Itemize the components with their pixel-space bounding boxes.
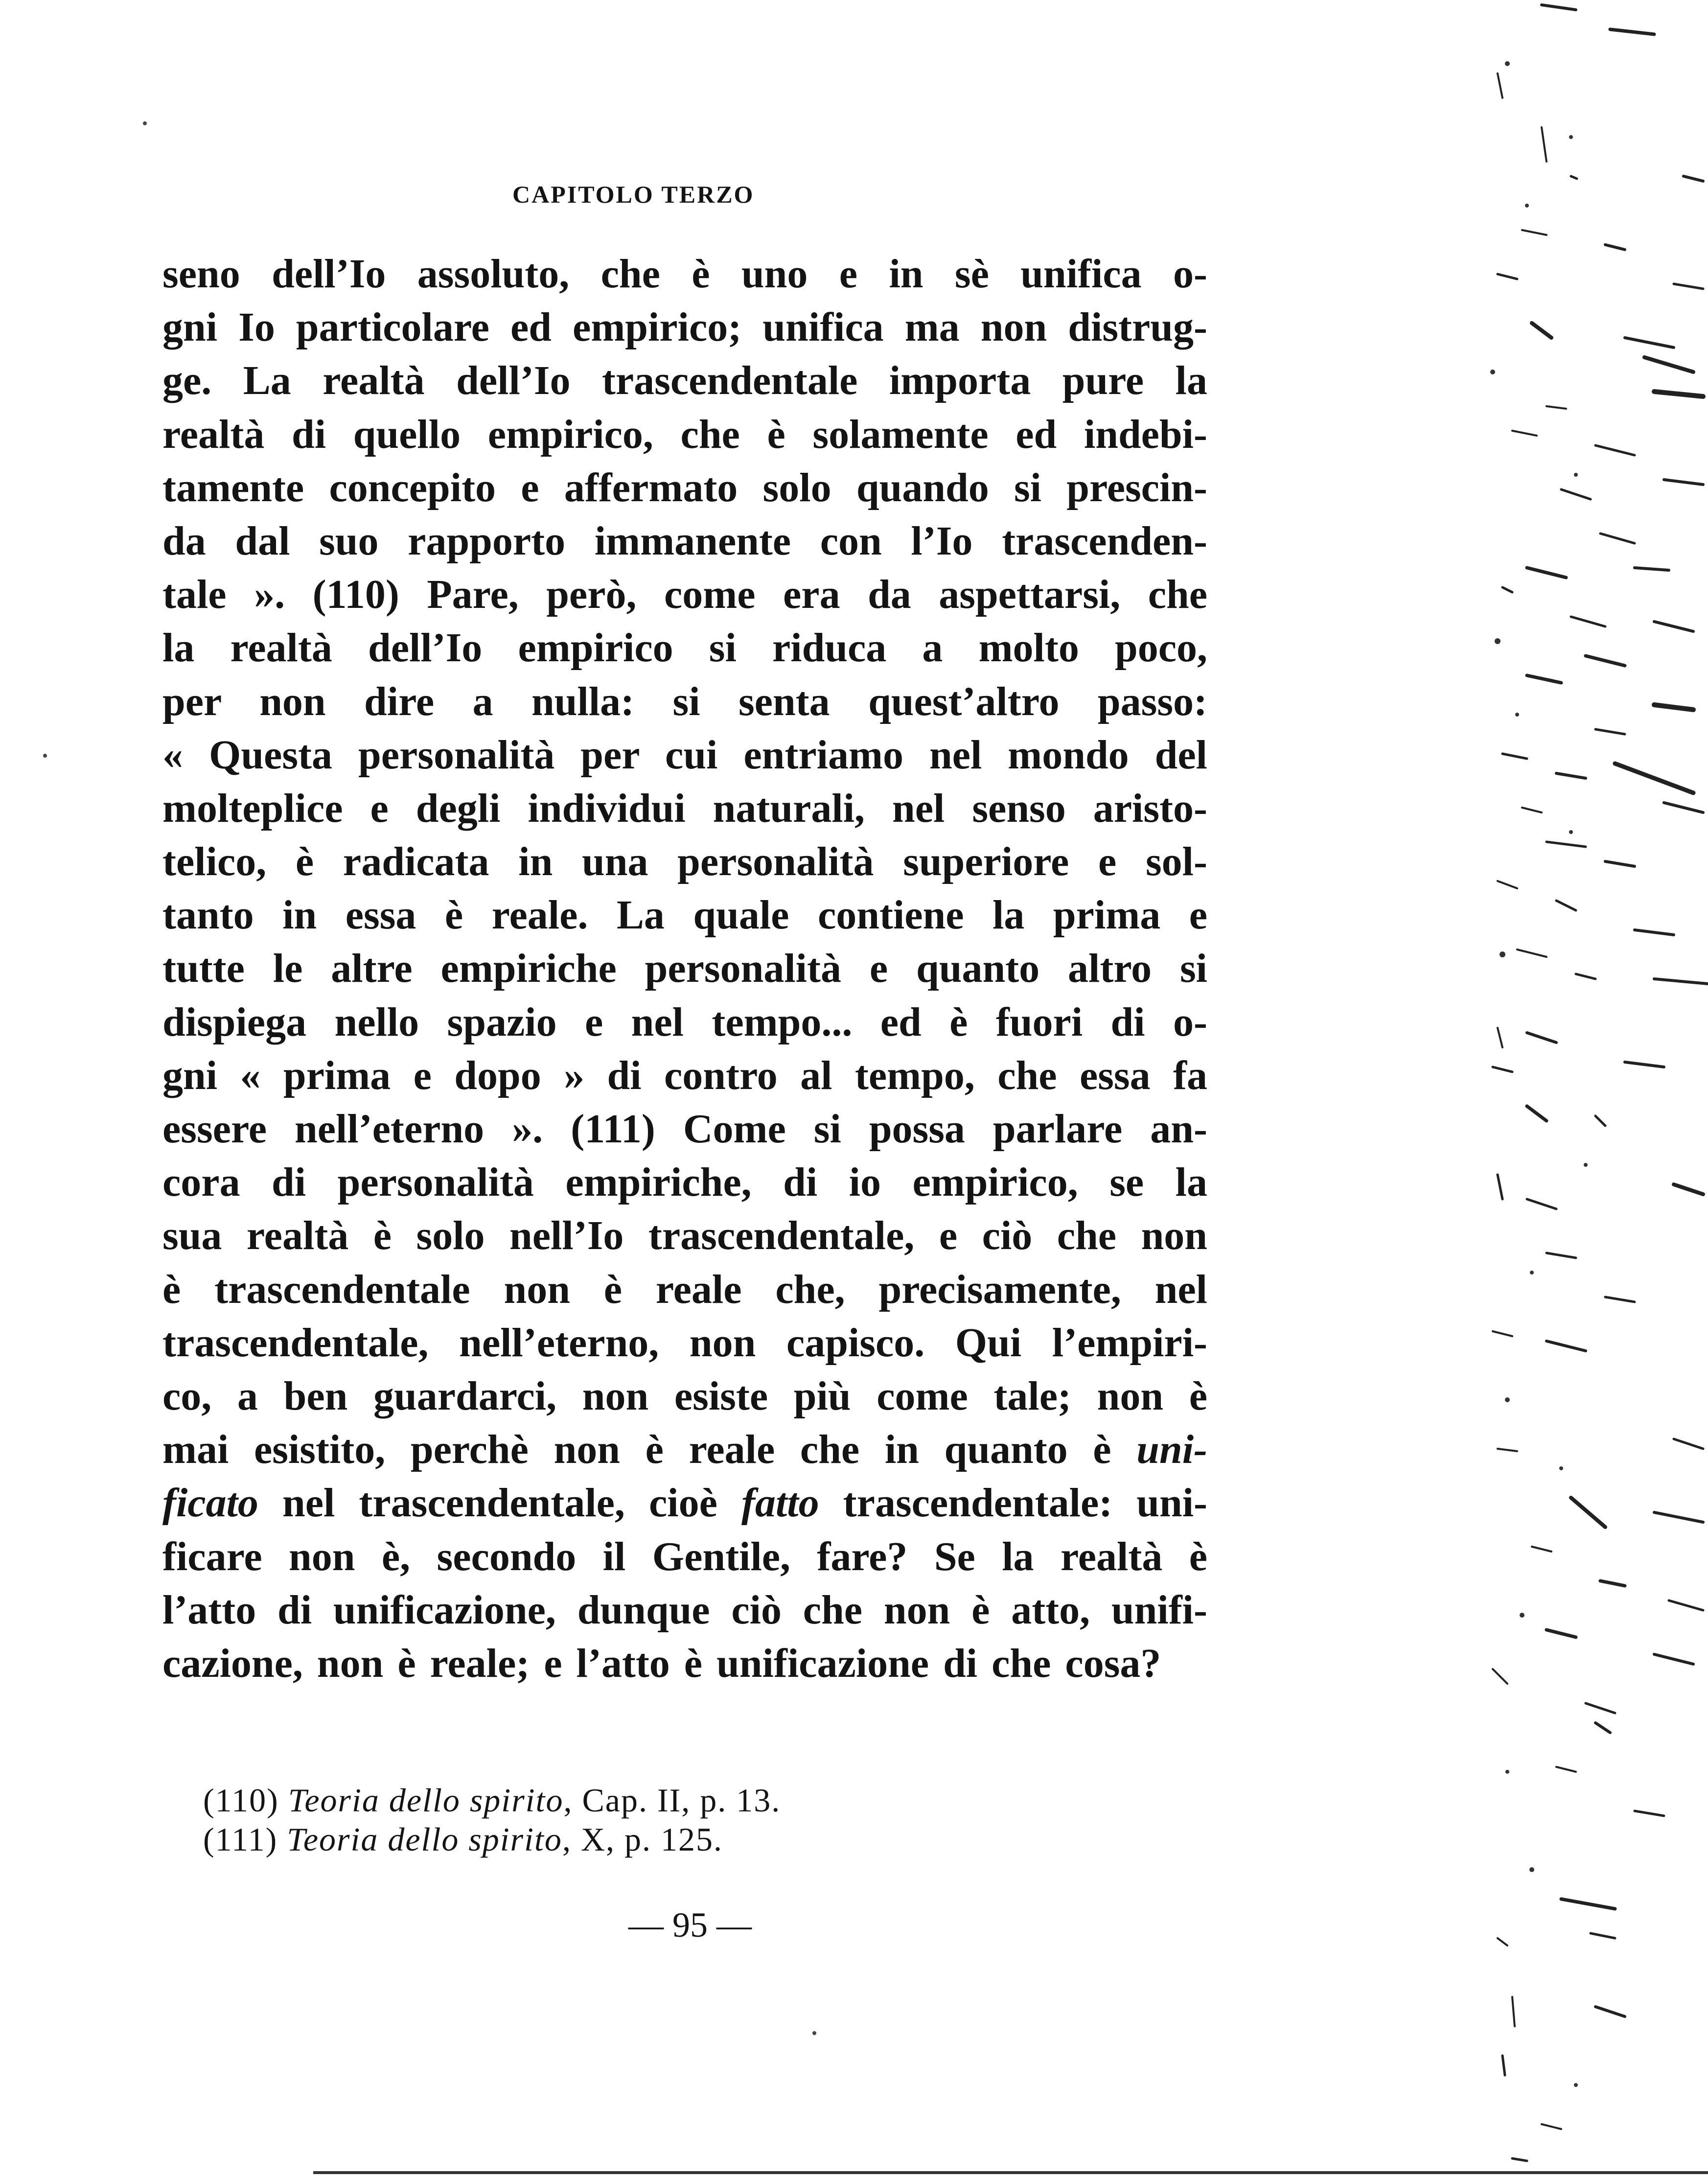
- text-line-22: co, a ben guardarci, non esiste più come tale; non è: [162, 1373, 1207, 1419]
- footnote-reference: , X, p. 125.: [562, 1821, 723, 1858]
- text-line-21: trascendentale, nell’eterno, non capisco. Qui l’empiri-: [162, 1320, 1207, 1366]
- footnote-title: Teoria dello spirito: [288, 1782, 564, 1819]
- text-line-3: ge. La realtà dell’Io trascendentale importa pure la: [162, 358, 1207, 404]
- scan-edge-noise: [1449, 0, 1708, 2178]
- footnote-number: (110): [203, 1782, 279, 1819]
- text-line-12: telico, è radicata in una personalità superiore e sol-: [162, 839, 1207, 885]
- footnote-number: (111): [203, 1821, 278, 1858]
- text-line-14: tutte le altre empiriche personalità e quanto altro si: [162, 946, 1207, 992]
- footnote: [203, 1820, 1035, 1859]
- scan-speck: [43, 754, 47, 758]
- running-head: CAPITOLO TERZO: [512, 181, 755, 208]
- text-line-24: [162, 1476, 1207, 1529]
- scan-speck: [812, 2031, 816, 2035]
- text-line-24-italic-1: ficato: [162, 1480, 258, 1526]
- text-line-15: dispiega nello spazio e nel tempo... ed è fuori di o-: [162, 999, 1207, 1045]
- text-line-18: cora di personalità empiriche, di io empirico, se la: [162, 1159, 1207, 1205]
- text-line-23-roman: mai esistito, perchè non è reale che in quanto è: [162, 1427, 1111, 1473]
- footnote-reference: , Cap. II, p. 13.: [563, 1782, 781, 1819]
- text-line-24-roman-1: nel trascendentale, cioè: [258, 1480, 741, 1526]
- scan-speck: [143, 121, 147, 125]
- text-line-24-roman-2: trascendentale: uni-: [819, 1480, 1208, 1526]
- text-line-27: cazione, non è reale; e l’atto è unificazione di che cosa?: [162, 1640, 1161, 1686]
- bottom-scan-edge: [313, 2171, 1708, 2174]
- text-line-6: da dal suo rapporto immanente con l’Io trascenden-: [162, 518, 1207, 564]
- text-line-16: gni « prima e dopo » di contro al tempo, che essa fa: [162, 1052, 1207, 1098]
- text-line-20: è trascendentale non è reale che, precisamente, nel: [162, 1266, 1207, 1312]
- text-line-7: tale ». (110) Pare, però, come era da aspettarsi, che: [162, 572, 1207, 618]
- text-line-9: per non dire a nulla: si senta quest’altro passo:: [162, 678, 1207, 724]
- text-line-2: gni Io particolare ed empirico; unifica ma non distrug-: [162, 304, 1207, 350]
- text-line-8: la realtà dell’Io empirico si riduca a molto poco,: [162, 625, 1207, 671]
- text-line-1: seno dell’Io assoluto, che è uno e in sè unifica o-: [162, 251, 1207, 297]
- footnote-title: Teoria dello spirito: [287, 1821, 562, 1858]
- text-line-4: realtà di quello empirico, che è solamente ed indebi-: [162, 411, 1207, 457]
- text-line-19: sua realtà è solo nell’Io trascendentale, e ciò che non: [162, 1213, 1207, 1259]
- text-line-23: [162, 1423, 1207, 1476]
- text-line-13: tanto in essa è reale. La quale contiene la prima e: [162, 892, 1207, 938]
- footnote: [203, 1781, 1035, 1820]
- text-line-23-italic: uni-: [1136, 1427, 1208, 1473]
- footnotes: [203, 1781, 1035, 1859]
- text-line-10: « Questa personalità per cui entriamo nel mondo del: [162, 732, 1207, 778]
- text-line-24-italic-2: fatto: [741, 1480, 819, 1526]
- body-text: [162, 247, 1207, 1690]
- text-line-5: tamente concepito e affermato solo quando si prescin-: [162, 464, 1207, 510]
- text-line-25: ficare non è, secondo il Gentile, fare? Se la realtà è: [162, 1533, 1207, 1579]
- text-line-26: l’atto di unificazione, dunque ciò che non è atto, unifi-: [162, 1587, 1207, 1633]
- page-number: — 95 —: [628, 1905, 752, 1945]
- text-line-11: molteplice e degli individui naturali, nel senso aristo-: [162, 785, 1207, 831]
- text-line-17: essere nell’eterno ». (111) Come si possa parlare an-: [162, 1106, 1207, 1152]
